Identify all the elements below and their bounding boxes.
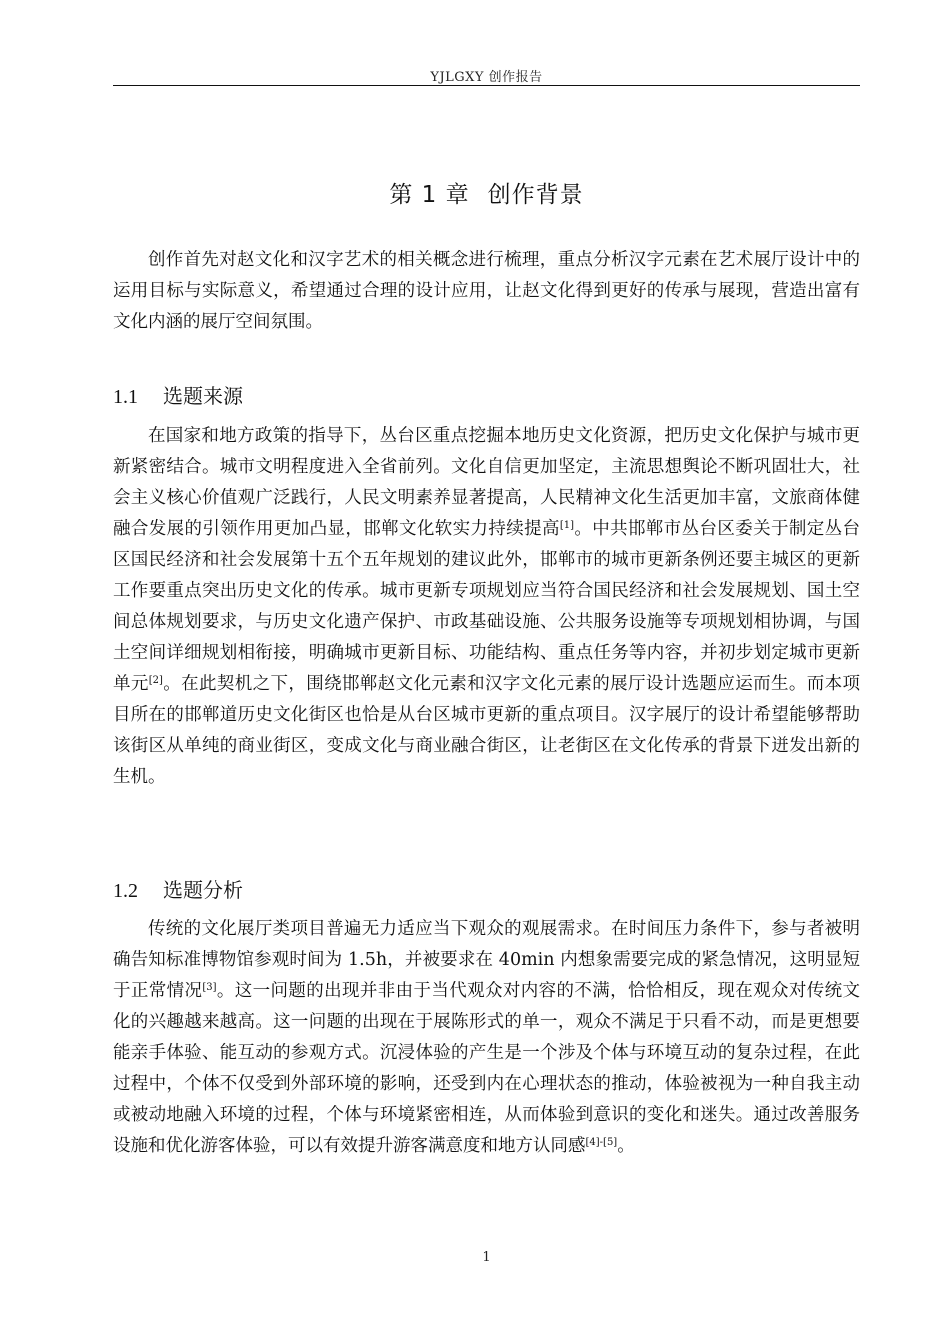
section-heading-1-1 bbox=[113, 380, 860, 409]
citation-ref-4-5: [4]-[5] bbox=[585, 1137, 618, 1148]
section-number: 1.1 bbox=[113, 386, 138, 408]
section-1-2-paragraph bbox=[113, 914, 860, 1162]
paragraph-text: 在国家和地方政策的指导下，丛台区重点挖掘本地历史文化资源，把历史文化保护与城市更新紧密结合。城市文明程度进入全省前列。文化自信更加坚定，主流思想舆论不断巩固壮大，社会主义核心价值观广泛践行，人民文明素养显著提高，人民精神文化生活更加丰富，文旅商体健融合发展的引领作用更加凸显，邯郸文化软实力持续提高 bbox=[113, 426, 860, 539]
paragraph-text: 。中共邯郸市丛台区委关于制定丛台区国民经济和社会发展第十五个五年规划的建议此外，邯郸市的城市更新条例还要主城区的更新工作要重点突出历史文化的传承。城市更新专项规划应当符合国民经济和社会发展规划、国土空间总体规划要求，与历史文化遗产保护、市政基础设施、公共服务设施等专项规划相协调，与国土空间详细规划相衔接，明确城市更新目标、功能结构、重点任务等内容，并初步划定城市更新单元 bbox=[113, 519, 861, 694]
paragraph-text: 。这一问题的出现并非由于当代观众对内容的不满，恰恰相反，现在观众对传统文化的兴趣越来越高。这一问题的出现在于展陈形式的单一，观众不满足于只看不动，而是更想要能亲手体验、能互动的参观方式。沉浸体验的产生是一个涉及个体与环境互动的复杂过程，在此过程中，个体不仅受到外部环境的影响，还受到内在心理状态的推动，体验被视为一种自我主动或被动地融入环境的过程，个体与环境紧密相连，从而体验到意识的变化和迷失。通过改善服务设施和优化游客体验，可以有效提升游客满意度和地方认同感 bbox=[113, 981, 861, 1156]
chapter-number: 第 1 章 bbox=[389, 182, 470, 208]
section-title: 选题来源 bbox=[163, 384, 243, 408]
paragraph-text: 传统的文化展厅类项目普遍无力适应当下观众的观展需求。在时间压力条件下，参与者被明确告知标准博物馆参观时间为 1.5h，并被要求在 40min 内想象需要完成的紧急情况，这明显短于正常情况 bbox=[113, 919, 860, 1001]
citation-ref-2: [2] bbox=[148, 675, 163, 686]
section-title: 选题分析 bbox=[163, 878, 243, 902]
header-rule bbox=[113, 85, 860, 86]
running-header: YJLGXY 创作报告 bbox=[430, 70, 543, 85]
intro-paragraph: 创作首先对赵文化和汉字艺术的相关概念进行梳理，重点分析汉字元素在艺术展厅设计中的运用目标与实际意义，希望通过合理的设计应用，让赵文化得到更好的传承与展现，营造出富有文化内涵的展厅空间氛围。 bbox=[113, 250, 860, 332]
section-heading-1-2 bbox=[113, 874, 860, 903]
citation-ref-1: [1] bbox=[559, 520, 575, 531]
page-number: 1 bbox=[482, 1250, 491, 1265]
section-1-1-paragraph bbox=[113, 421, 860, 793]
chapter-title-text: 创作背景 bbox=[487, 182, 584, 208]
paragraph-text: 。在此契机之下，围绕邯郸赵文化元素和汉字文化元素的展厅设计选题应运而生。而本项目所在的邯郸道历史文化街区也恰是从台区城市更新的重点项目。汉字展厅的设计希望能够帮助该街区从单纯的商业街区，变成文化与商业融合街区，让老街区在文化传承的背景下迸发出新的生机。 bbox=[113, 674, 860, 787]
paragraph-text: 。 bbox=[617, 1136, 635, 1156]
section-number: 1.2 bbox=[113, 880, 138, 902]
chapter-title bbox=[113, 176, 860, 209]
citation-ref-3: [3] bbox=[202, 982, 217, 993]
